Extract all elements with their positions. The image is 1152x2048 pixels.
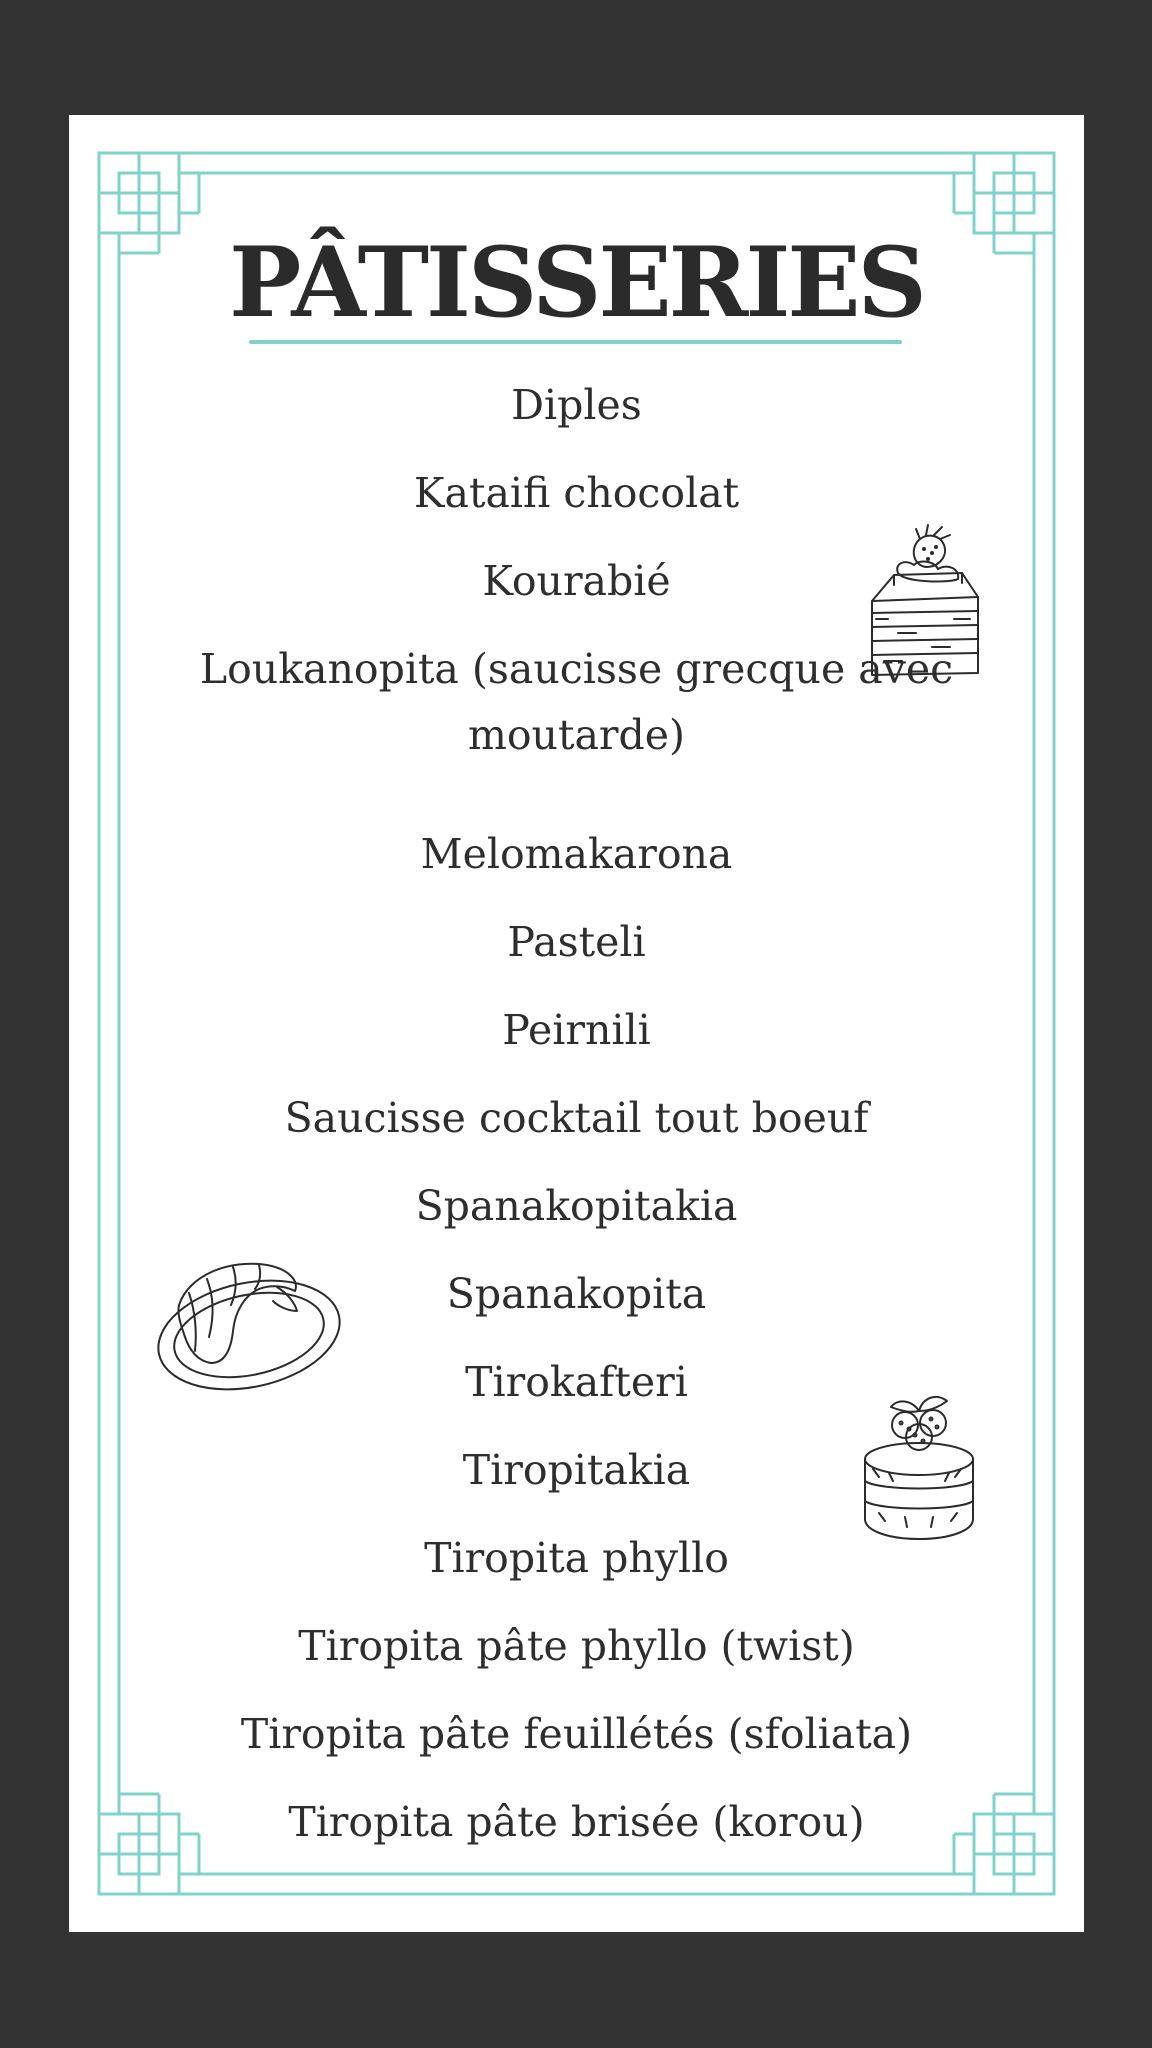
menu-item: Tirokafteri (465, 1358, 688, 1406)
menu-item: Spanakopita (446, 1270, 707, 1318)
menu-item: Kataifi chocolat (413, 469, 740, 517)
berry-cake-icon (849, 1385, 989, 1555)
menu-item: Kourabié (482, 557, 671, 605)
menu-item: Loukanopita (saucisse grecque avec moutarde) (199, 645, 954, 759)
menu-item: Pasteli (507, 918, 646, 966)
menu-item: Diples (511, 381, 642, 429)
menu-item: Tiropitakia (462, 1446, 691, 1494)
menu-item: Peirnili (502, 1006, 651, 1054)
menu-item: Spanakopitakia (415, 1182, 738, 1230)
menu-item: Saucisse cocktail tout boeuf (284, 1094, 869, 1142)
page-title: PÂTISSERIES (229, 226, 924, 339)
strawberry-cake-slice-icon (854, 455, 994, 715)
title-underline (249, 340, 902, 344)
menu-item: Tiropita pâte phyllo (twist) (298, 1622, 855, 1670)
menu-item: Tiropita pâte brisée (korou) (288, 1798, 865, 1846)
menu-card (69, 115, 1084, 1932)
menu-item: Melomakarona (420, 830, 733, 878)
croissant-icon (149, 1245, 349, 1395)
menu-item: Tiropita pâte feuillétés (sfoliata) (240, 1710, 913, 1758)
menu-item: Tiropita phyllo (424, 1534, 729, 1582)
